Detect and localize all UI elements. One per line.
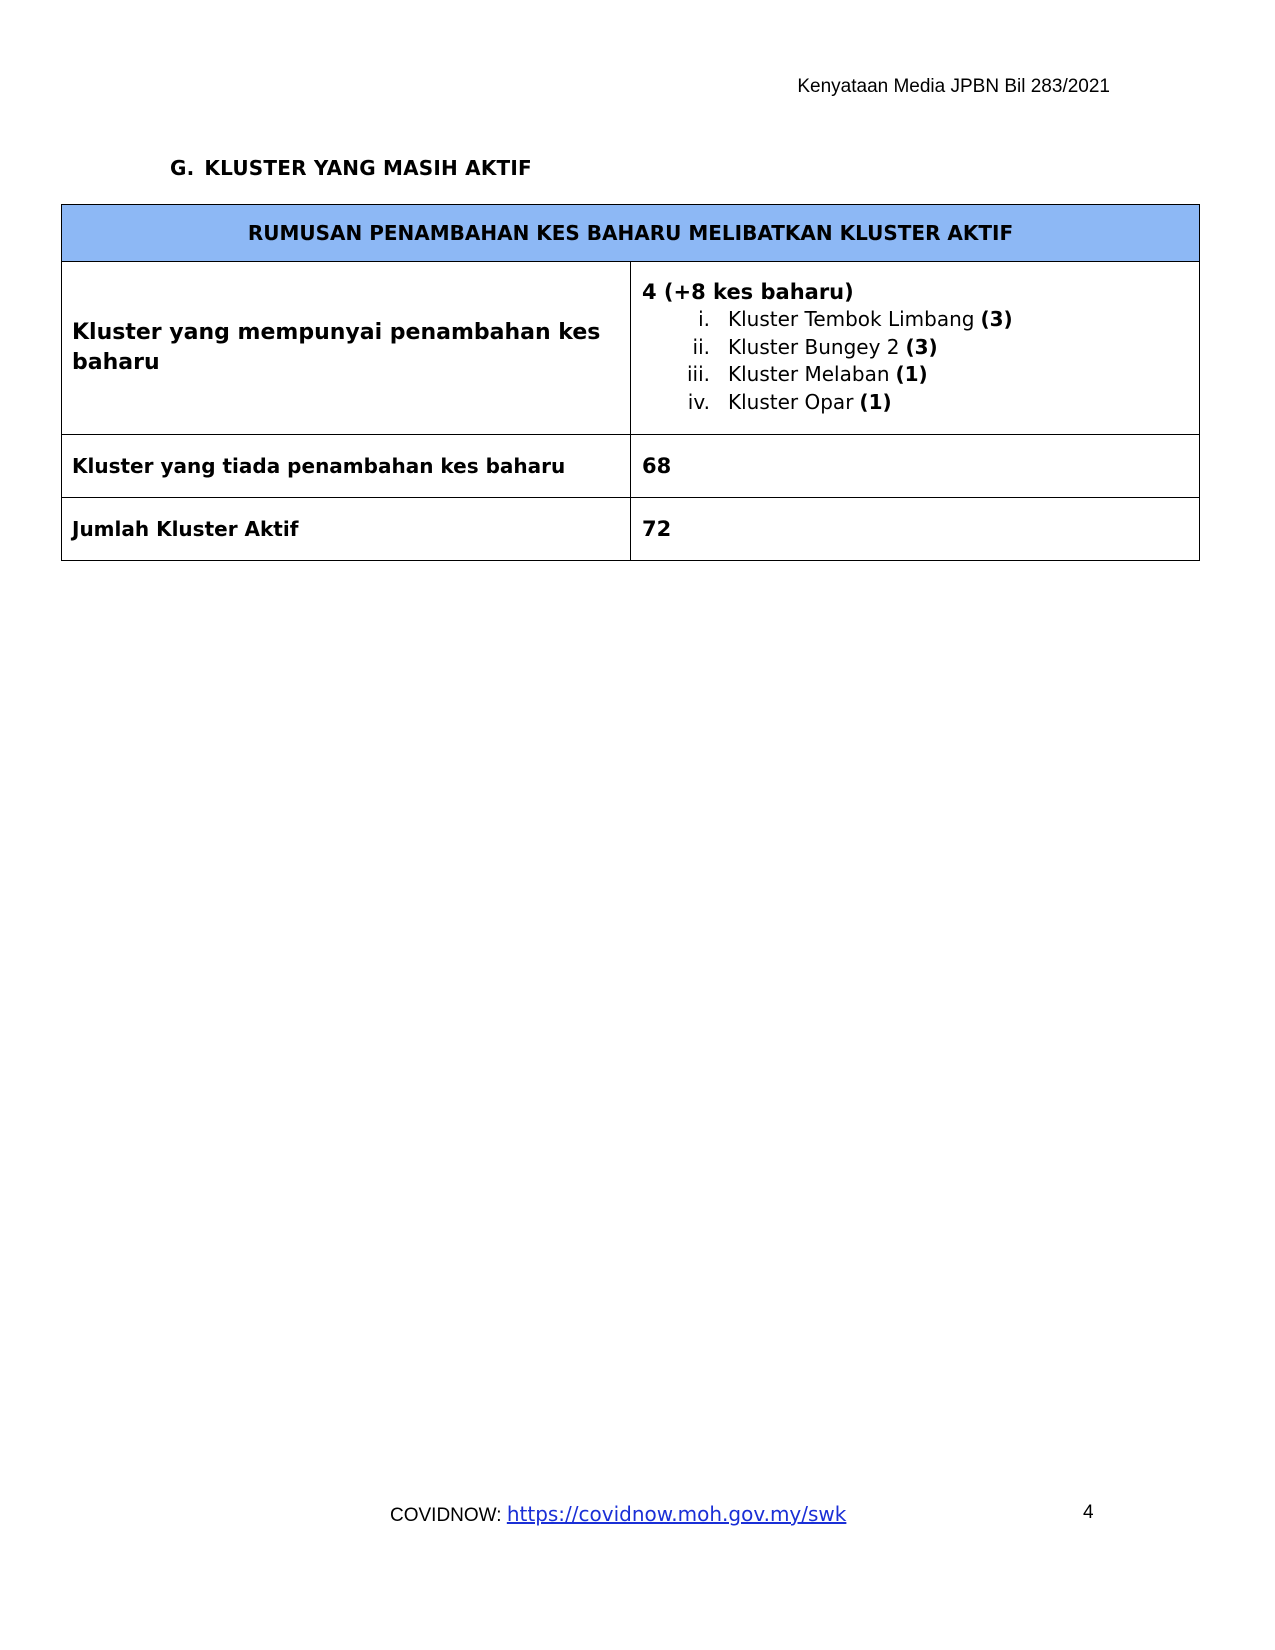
total-active-clusters: 72 [642,517,672,541]
cluster-case-count: (1) [859,389,892,414]
row-value [631,262,1200,435]
section-heading [170,156,532,180]
covidnow-link[interactable]: https://covidnow.moh.gov.my/swk [506,1502,847,1526]
section-title: KLUSTER YANG MASIH AKTIF [204,156,532,180]
section-letter: G. [170,156,195,180]
list-item-number: ii. [692,334,710,359]
list-item [642,334,1188,362]
table-title: RUMUSAN PENAMBAHAN KES BAHARU MELIBATKAN KLUSTER AKTIF [62,205,1200,262]
new-cases-summary: 4 (+8 kes baharu) [642,280,854,304]
list-item-number: i. [698,307,710,331]
document-reference: Kenyataan Media JPBN Bil 283/2021 [797,76,1110,97]
list-item [642,306,1188,334]
list-item [642,361,1188,389]
row-label: Kluster yang tiada penambahan kes baharu [62,435,631,498]
footer [390,1502,846,1527]
cluster-summary-table [61,204,1200,561]
cluster-list [642,306,1188,416]
clusters-without-new-cases: 68 [642,454,672,478]
cluster-case-count: (3) [980,307,1013,331]
table-row [62,262,1200,435]
footer-prefix: COVIDNOW: [390,1505,507,1526]
table-row [62,498,1200,561]
row-value [631,498,1200,561]
cluster-name: Kluster Melaban [728,362,890,386]
cluster-name: Kluster Bungey 2 [728,334,900,359]
cluster-case-count: (1) [895,362,928,386]
cluster-name: Kluster Opar [728,389,854,414]
cluster-case-count: (3) [905,334,938,359]
list-item-number: iv. [687,389,710,414]
row-value [631,435,1200,498]
cluster-name: Kluster Tembok Limbang [728,307,975,331]
page-number: 4 [1083,1502,1094,1523]
table-row [62,435,1200,498]
list-item [642,389,1188,417]
list-item-number: iii. [686,362,710,386]
row-label: Jumlah Kluster Aktif [62,498,631,561]
row-label: Kluster yang mempunyai penambahan kes baharu [62,262,631,435]
table-title-row [62,205,1200,262]
